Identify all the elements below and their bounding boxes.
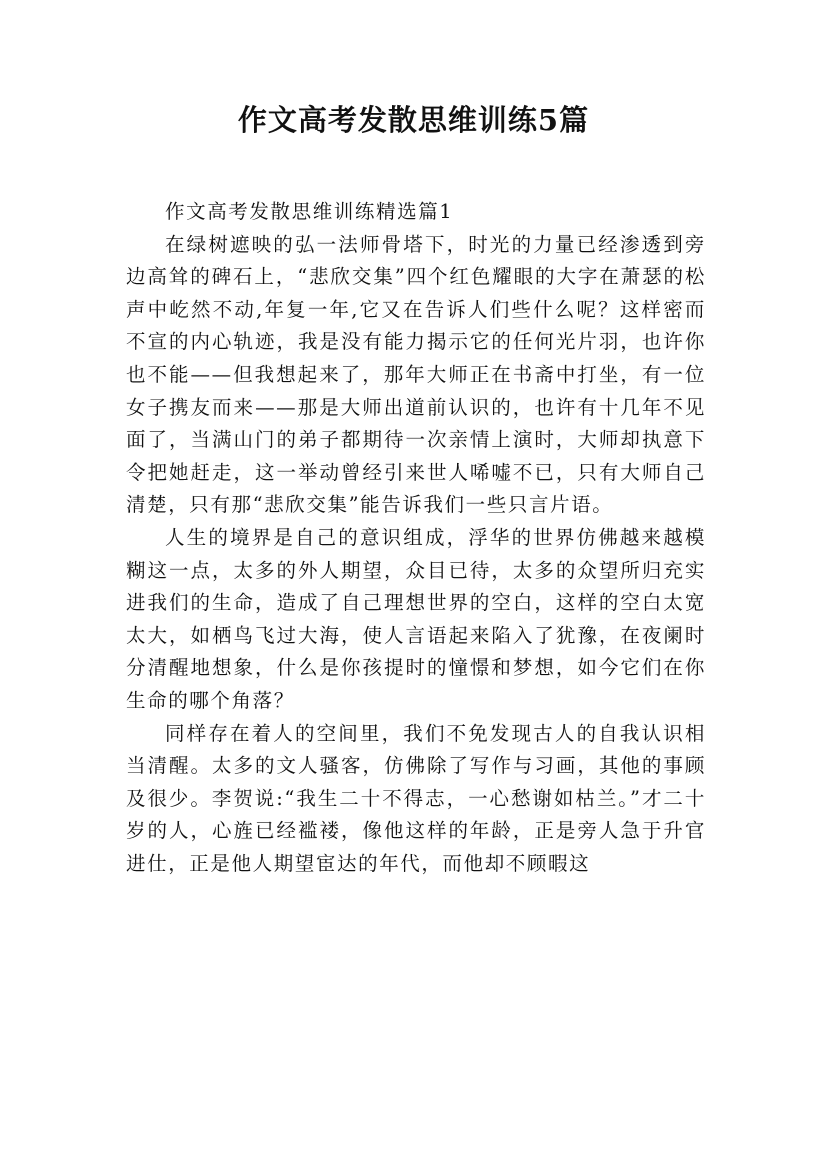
paragraph-2: 人生的境界是自己的意识组成，浮华的世界仿佛越来越模糊这一点，太多的外人期望，众目已待，太多的众望所归充实进我们的生命，造成了自己理想世界的空白，这样的空白太宽太大，如栖鸟飞过大海，使人言语起来陷入了犹豫，在夜阑时分清醒地想象，什么是你孩提时的憧憬和梦想，如今它们在你生命的哪个角落？ (126, 525, 706, 712)
document-title: 作文高考发散思维训练5篇 (237, 103, 590, 137)
paragraph-1: 在绿树遮映的弘一法师骨塔下，时光的力量已经渗透到旁边高耸的碑石上，“悲欣交集”四个红色耀眼的大字在萧瑟的松声中屹然不动,年复一年,它又在告诉人们些什么呢？这样密而不宣的内心轨迹，我是没有能力揭示它的任何光片羽，也许你也不能——但我想起来了，那年大师正在书斋中打坐，有一位女子携友而来——那是大师出道前认识的，也许有十几年不见面了，当满山门的弟子都期待一次亲情上演时，大师却执意下令把她赶走，这一举动曾经引来世人唏嘘不已，只有大师自己清楚，只有那“悲欣交集”能告诉我们一些只言片语。 (126, 232, 706, 517)
section-heading: 作文高考发散思维训练精选篇1 (165, 200, 454, 223)
document-body (126, 196, 706, 880)
paragraph-3: 同样存在着人的空间里，我们不免发现古人的自我认识相当清醒。太多的文人骚客，仿佛除了写作与习画，其他的事顾及很少。李贺说:“我生二十不得志，一心愁谢如枯兰。”才二十岁的人，心旌已经褴褛，像他这样的年龄，正是旁人急于升官进仕，正是他人期望宦达的年代，而他却不顾暇这 (126, 721, 706, 875)
